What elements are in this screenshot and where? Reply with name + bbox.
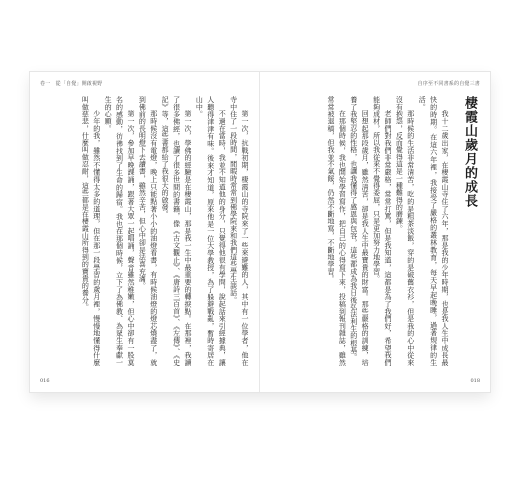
left-paragraph: 第一次，抗戰初期，棲霞山的寺院來了一些來避難的人，其中有一位學者，他在寺中住了一段時間，閒暇時常常到佛學院來和我們這些學生談話。 xyxy=(229,96,249,366)
right-paragraph: 回想起那段歲月，雖然清苦，卻是我人生中最寶貴的財富。那些嚴格的訓練，培養了我堅忍的性格，也讓我懂得了感恩與包容，這些都成為我日後弘法利生的根基。 xyxy=(349,96,370,366)
book-spread xyxy=(30,72,490,392)
left-page xyxy=(30,72,260,392)
left-paragraph: 不過在當時，我並不知道他的身分，只覺得他很有學問，說起話來引經據典，讓人聽得津津有味。後來才知道，原來他是一位大學教授，為了躲避戰亂，暫時寄居在山中。 xyxy=(195,96,227,366)
right-running-head: 自序至不同書系的自覺三書 xyxy=(417,81,480,87)
right-paragraph: 那時候的生活非常清苦，吃的是粗茶淡飯，穿的是破舊衣衫，但是我的心中從來沒有抱怨，反而覺得這是一種難得的磨鍊。 xyxy=(395,96,415,366)
left-paragraph: 少年的我，雖然不懂得太多的道理，但在那一段學習的歲月裡，慢慢地懂得什麼叫做慈悲，什麼叫做忍耐，這些都是在棲霞山所得到的寶貴的養分。 xyxy=(81,96,101,366)
right-body-wrap xyxy=(280,72,450,392)
right-page xyxy=(260,72,490,392)
right-paragraph: 老師們對我們非常嚴格，常常打罵，但是我知道，這都是為了我們好，希望我們能夠成材，所以我從來不覺得委屈，只是更加努力地學習。 xyxy=(372,96,392,366)
chapter-title: 棲霞山歲月的成長 xyxy=(462,96,477,208)
left-paragraph: 那時候沒有電燈，晚上只能點著小小的油燈看書，有時候油燈的燈芯燒盡了，就到佛前的長明燈下去讀書，雖然辛苦，但心中卻是法喜充滿。 xyxy=(138,96,158,366)
right-page-number: 018 xyxy=(470,378,480,384)
left-paragraph: 第一次，參加早晚課誦，跟著大眾一起唱誦，聲音雖然稚嫩，但心中卻有一股莫名的感動，彷彿找到了生命的歸宿。我也在那個時候，立下了為佛教、為眾生奉獻一生的心願。 xyxy=(104,96,135,366)
right-paragraph: 在那個時候，我也開始學習寫作，把自己的心得寫下來，投稿到報刊雜誌，雖然常常被退稿，但我並不氣餒，仍然不斷地寫，不斷地學習。 xyxy=(326,96,347,366)
right-body-text xyxy=(285,96,450,366)
left-running-head: 卷一 從「自覺」開啟視野 xyxy=(40,81,103,87)
right-paragraph: 我十二歲出家，在棲霞山寺住了六年，那是我的少年時期，也是我人生中成長最快的時期。在這六年裡，我接受了嚴格的叢林教育，每天早起晚睡，過著規律的生活。 xyxy=(418,96,449,366)
left-page-number: 016 xyxy=(40,378,50,384)
left-paragraph: 第一次，學佛的經驗是在棲霞山，那是我一生中最重要的轉捩點。在那裡，我讀了很多佛經，也讀了很多世間的書籍，像《古文觀止》、《唐詩三百首》、《左傳》、《史記》等，這些書都給了我很大的啟發。 xyxy=(161,96,192,366)
left-body-text xyxy=(40,96,250,366)
